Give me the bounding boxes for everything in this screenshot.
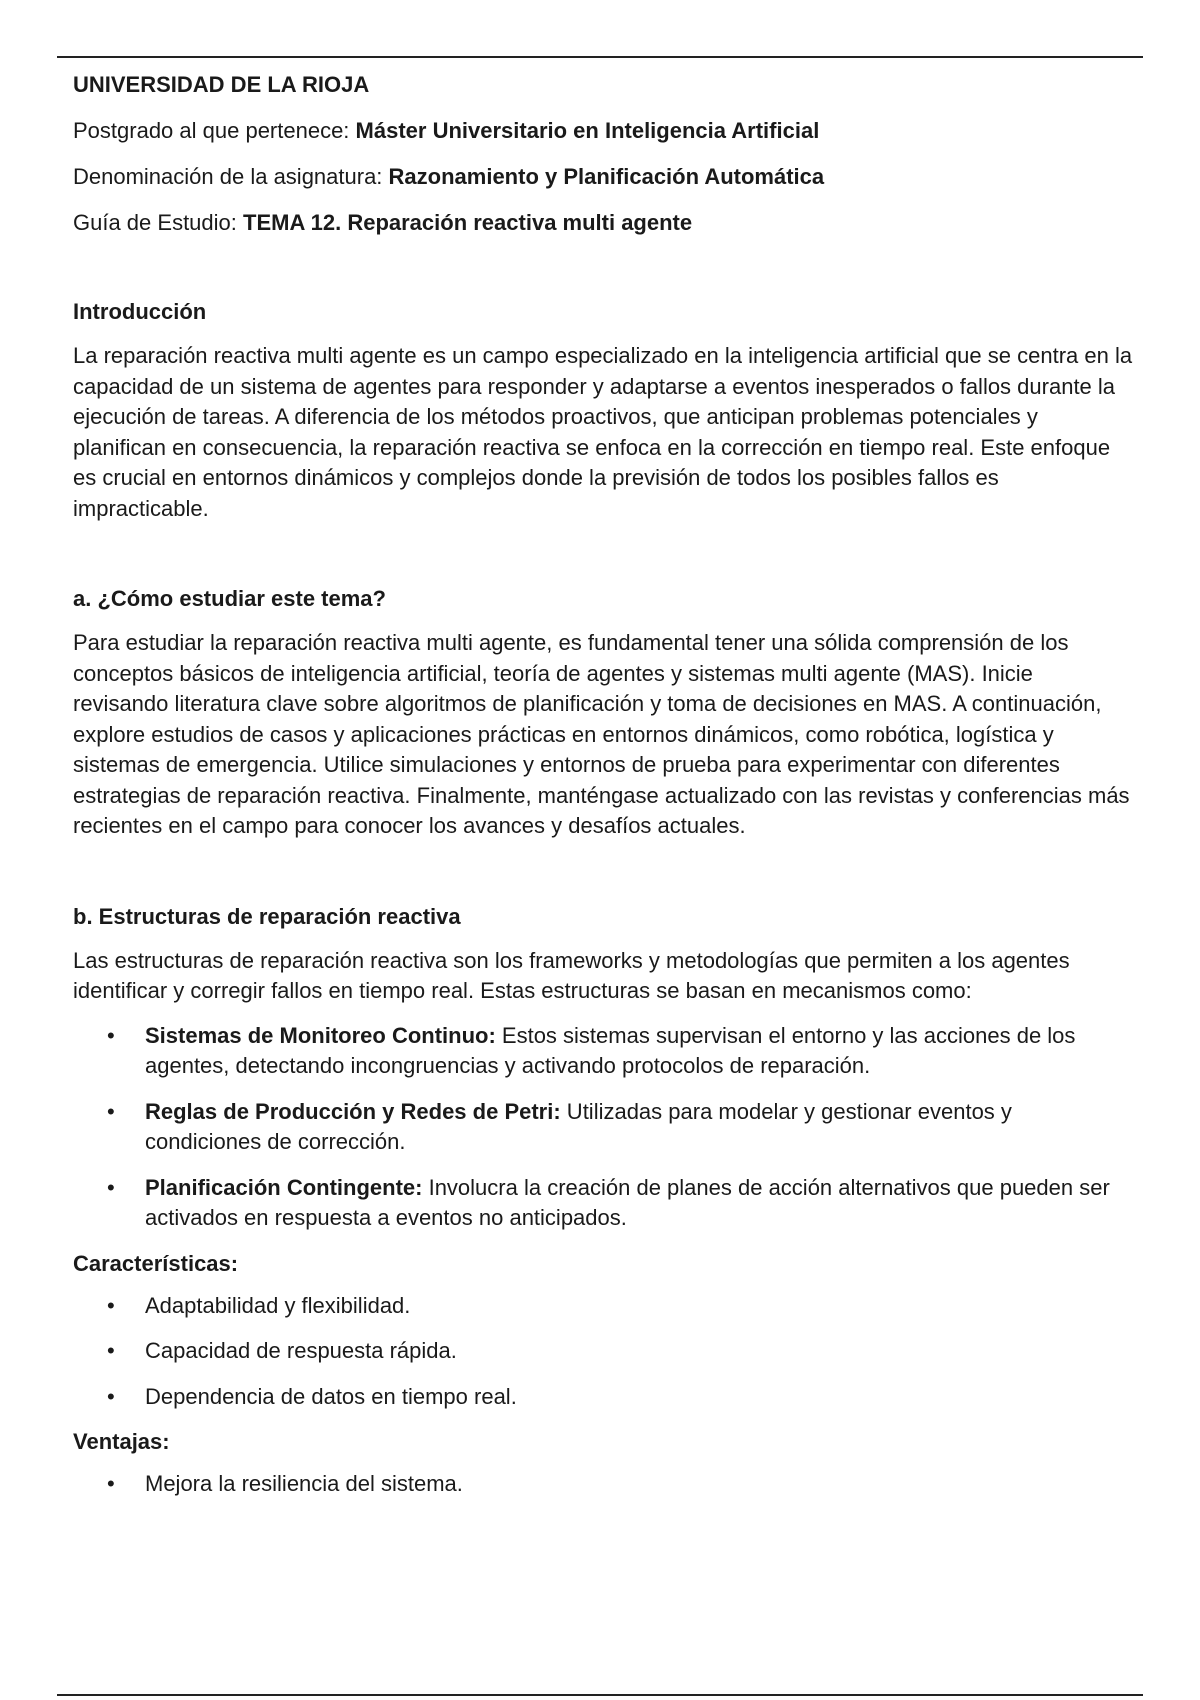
list-item — [73, 1469, 1133, 1500]
intro-heading: Introducción — [73, 299, 207, 324]
bullet-icon: • — [107, 1292, 115, 1318]
bullet-icon: • — [107, 1174, 115, 1200]
list-item-text: Capacidad de respuesta rápida. — [145, 1338, 457, 1363]
mechanism-desc: Estos sistemas supervisan el entorno y las acciones de los agentes, detectando incongruencias y activando protocolos de reparación. — [145, 1022, 1076, 1078]
list-item — [73, 1382, 1133, 1413]
bullet-icon: • — [107, 1383, 115, 1409]
mechanism-desc: Utilizadas para modelar y gestionar eventos y condiciones de corrección. — [145, 1098, 1012, 1154]
mechanism-term: Reglas de Producción y Redes de Petri: — [145, 1098, 561, 1124]
bullet-icon: • — [107, 1022, 115, 1048]
postgrado-label: Postgrado al que pertenece: — [73, 118, 356, 143]
asignatura-label: Denominación de la asignatura: — [73, 164, 389, 189]
bullet-icon: • — [107, 1338, 115, 1363]
asignatura-value: Razonamiento y Planificación Automática — [388, 164, 825, 189]
guia-value: TEMA 12. Reparación reactiva multi agente — [243, 210, 693, 235]
caracteristicas-heading: Características: — [73, 1250, 239, 1276]
caracteristicas-list — [73, 1291, 1133, 1413]
ventajas-heading: Ventajas: — [73, 1429, 170, 1454]
mechanism-term: Sistemas de Monitoreo Continuo: — [145, 1022, 496, 1048]
list-item — [73, 1173, 1133, 1234]
mechanism-desc: Involucra la creación de planes de acción alternativos que pueden ser activados en respuesta a eventos no anticipados. — [145, 1174, 1110, 1230]
university-name: UNIVERSIDAD DE LA RIOJA — [73, 72, 370, 97]
list-item — [73, 1097, 1133, 1158]
postgrado-value: Máster Universitario en Inteligencia Artificial — [355, 118, 820, 143]
mechanism-term: Planificación Contingente: — [145, 1174, 423, 1200]
asignatura-line — [73, 162, 1133, 192]
list-item-text: Adaptabilidad y flexibilidad. — [145, 1292, 411, 1318]
bullet-icon: • — [107, 1471, 115, 1496]
list-item — [73, 1336, 1133, 1367]
ventajas-list — [73, 1469, 1133, 1500]
intro-paragraph: La reparación reactiva multi agente es un campo especializado en la inteligencia artificial que se centra en la capacidad de un sistema de agentes para responder y adaptarse a eventos inesperados o fallos durante la ejecución de tareas. A diferencia de los métodos proactivos, que anticipan problemas potenciales y planifican en consecuencia, la reparación reactiva se enfoca en la corrección en tiempo real. Este enfoque es crucial en entornos dinámicos y complejos donde la previsión de todos los posibles fallos es impracticable. — [73, 343, 1133, 521]
guia-line — [73, 208, 1133, 238]
section-a-paragraph: Para estudiar la reparación reactiva multi agente, es fundamental tener una sólida comprensión de los conceptos básicos de inteligencia artificial, teoría de agentes y sistemas multi agente (MAS). Inicie revisando literatura clave sobre algoritmos de planificación y toma de decisiones en MAS. A continuación, explore estudios de casos y aplicaciones prácticas en entornos dinámicos, como robótica, logística y sistemas de emergencia. Utilice simulaciones y entornos de prueba para experimentar con diferentes estrategias de reparación reactiva. Finalmente, manténgase actualizado con las revistas y conferencias más recientes en el campo para conocer los avances y desafíos actuales. — [73, 630, 1130, 838]
list-item-text: Dependencia de datos en tiempo real. — [145, 1383, 517, 1409]
section-b-paragraph: Las estructuras de reparación reactiva son los frameworks y metodologías que permiten a los agentes identificar y corregir fallos en tiempo real. Estas estructuras se basan en mecanismos como: — [73, 947, 1070, 1003]
list-item — [73, 1021, 1133, 1082]
mechanisms-list — [73, 1021, 1133, 1234]
postgrado-line — [73, 116, 1133, 146]
list-item — [73, 1291, 1133, 1322]
section-a-heading: a. ¿Cómo estudiar este tema? — [73, 586, 386, 611]
bottom-rule — [57, 1694, 1143, 1696]
list-item-text: Mejora la resiliencia del sistema. — [145, 1471, 463, 1496]
bullet-icon: • — [107, 1098, 115, 1124]
document-page — [73, 70, 1133, 1515]
section-b-heading: b. Estructuras de reparación reactiva — [73, 903, 461, 929]
guia-label: Guía de Estudio: — [73, 210, 243, 235]
top-rule — [57, 56, 1143, 58]
